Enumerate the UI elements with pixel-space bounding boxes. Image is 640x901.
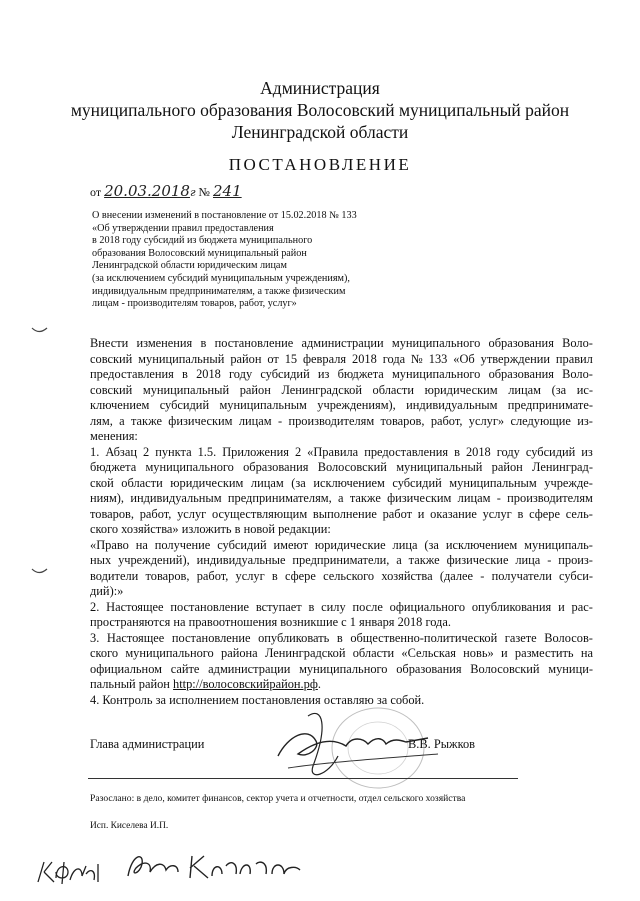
body-word: юридические xyxy=(314,537,386,552)
body-word: субсидий xyxy=(159,398,210,412)
body-word: 2018 xyxy=(196,367,221,381)
header-line-municipality: муниципального образования Волосовский муниципальный район xyxy=(70,100,570,120)
body-word: после xyxy=(352,599,383,614)
website-link[interactable]: http://волосовскийрайон.рф xyxy=(173,677,318,691)
body-word: бюджета xyxy=(90,460,137,474)
body-word: ниям), xyxy=(90,491,125,505)
body-word: 2 xyxy=(142,444,150,459)
body-word: области xyxy=(372,382,414,397)
body-word: следующие xyxy=(510,413,571,428)
body-word: лица xyxy=(392,537,418,552)
body-word: 2 xyxy=(294,444,302,459)
body-word: 1. xyxy=(90,444,100,459)
body-word: лицам xyxy=(238,413,272,428)
body-word: ключением xyxy=(90,398,150,412)
body-word: индивидуальные xyxy=(196,553,286,567)
separator-line xyxy=(88,778,518,779)
body-word: сфере xyxy=(285,568,316,583)
body-line xyxy=(90,507,593,523)
signature-position: Глава администрации xyxy=(90,737,205,751)
body-line-text: 4. Контроль за исполнением постановления оставляю за собой. xyxy=(90,692,425,707)
subject-block xyxy=(92,210,392,311)
body-word: в xyxy=(271,568,278,583)
body-word: производителям xyxy=(507,491,593,505)
body-word: оказание xyxy=(430,506,477,521)
body-line-text xyxy=(90,507,593,523)
body-word: администрации xyxy=(208,661,291,676)
body-word: район xyxy=(239,382,271,397)
body-word: исключением xyxy=(445,537,518,552)
body-word: имеют xyxy=(273,537,308,552)
body-word: водители xyxy=(90,568,139,583)
body-line xyxy=(90,429,593,445)
body-word: предоставления xyxy=(364,444,449,459)
body-word: Волосовский xyxy=(470,661,540,676)
body-word: работ, xyxy=(430,413,463,428)
body-word: постановление xyxy=(171,630,251,645)
body-word: хозяйства xyxy=(381,568,433,583)
body-line-text xyxy=(90,476,593,492)
body-word: рас- xyxy=(571,599,593,614)
body-line xyxy=(90,414,593,430)
body-word: муници- xyxy=(548,661,593,676)
body-line-text xyxy=(90,414,593,430)
margin-mark-icon xyxy=(30,566,50,578)
body-word: совский xyxy=(90,351,133,366)
body-word: осуществляющим xyxy=(212,506,308,521)
subject-line: О внесении изменений в постановление от 15.02.2018 № 133 xyxy=(92,210,357,221)
body-word: муниципального xyxy=(299,661,388,676)
body-line xyxy=(90,615,593,631)
body-word: «Сельская xyxy=(401,646,456,660)
body-word: (за xyxy=(424,537,439,552)
body-word: в xyxy=(308,599,315,614)
body-line xyxy=(90,677,593,693)
body-line-text: пространяются на правоотношения возникшие с 1 января 2018 года. xyxy=(90,615,451,629)
body-line-text xyxy=(90,538,593,554)
body-word: постановление xyxy=(170,599,250,614)
body-text xyxy=(90,336,593,708)
body-word: новь» xyxy=(463,646,494,660)
body-word: услуг xyxy=(235,568,265,583)
body-word: муниципального xyxy=(125,646,214,660)
body-word: года xyxy=(382,351,406,366)
body-word: администрации xyxy=(301,336,384,350)
body-word: - xyxy=(480,568,485,583)
body-word: лицам xyxy=(457,491,491,505)
body-word: (за xyxy=(551,382,567,397)
body-word: Настоящее xyxy=(106,599,164,614)
body-word: силу xyxy=(321,599,346,614)
body-word: лица xyxy=(515,553,541,567)
body-word: Приложения xyxy=(222,444,289,459)
body-word: сельского xyxy=(323,568,375,583)
body-word: 2018 xyxy=(352,351,377,366)
body-word: (за xyxy=(291,475,306,490)
body-word: индивидуальным xyxy=(130,491,222,505)
subject-line: образования Волосовский муниципальный район xyxy=(92,247,307,259)
body-line xyxy=(90,352,593,368)
body-line-text xyxy=(90,662,593,678)
body-line xyxy=(90,491,593,507)
body-word: разместить xyxy=(514,646,574,660)
body-line xyxy=(90,398,593,414)
body-word: получатели xyxy=(491,568,552,583)
body-word: области xyxy=(352,646,395,660)
body-line-text xyxy=(90,383,593,399)
body-word: Абзац xyxy=(105,444,137,459)
body-word: Воло- xyxy=(562,367,593,381)
body-word: области xyxy=(121,475,163,490)
body-line xyxy=(90,522,593,538)
body-word: учреждениям), xyxy=(317,398,396,412)
body-word: - xyxy=(277,413,283,428)
body-word: учрежде- xyxy=(544,475,593,490)
body-word: в xyxy=(336,630,343,645)
header-line-region: Ленинградской области xyxy=(231,122,409,142)
date-number-line xyxy=(90,182,242,200)
body-word: образования xyxy=(243,460,309,474)
handwritten-number: 241 xyxy=(213,182,242,200)
body-word: пункта xyxy=(155,444,192,459)
body-line-text xyxy=(90,336,593,352)
body-word: физическим xyxy=(387,491,452,505)
body-word: а xyxy=(119,413,125,428)
signature-name: В.В. Рыжков xyxy=(408,737,476,751)
body-word: - xyxy=(547,553,552,567)
body-word: субсидий xyxy=(392,475,442,490)
body-word: учреждений), xyxy=(118,553,190,567)
body-line-text: пальный район xyxy=(90,677,170,691)
body-word: (далее xyxy=(439,568,474,583)
body-word: муниципаль- xyxy=(524,537,593,552)
body-word: из- xyxy=(577,413,593,428)
official-stamp-and-signature xyxy=(268,696,448,796)
body-line-text xyxy=(90,553,593,569)
body-line xyxy=(90,538,593,554)
body-word: в xyxy=(517,506,524,521)
body-line xyxy=(90,569,593,585)
body-word: исключением xyxy=(313,475,385,490)
body-word: муниципального xyxy=(391,336,481,350)
body-word: выполнение xyxy=(312,506,377,521)
executor: Исп. Киселева И.П. xyxy=(90,821,169,831)
body-word: Волосов- xyxy=(544,630,593,645)
document-title: ПОСТАНОВЛЕНИЕ xyxy=(228,155,412,174)
body-word: от xyxy=(267,351,279,366)
number-sign: № xyxy=(198,185,210,199)
distribution-list: Разослано: в дело, комитет финансов, сектор учета и отчетности, отдел сельского хозяйства xyxy=(90,793,466,804)
body-word: предпринимате- xyxy=(507,398,593,412)
body-word: образования xyxy=(488,367,554,381)
body-word: а xyxy=(338,491,344,505)
body-line-text xyxy=(90,352,593,368)
website-suffix: . xyxy=(317,677,321,691)
body-word: субси- xyxy=(559,568,593,583)
body-word: - xyxy=(496,491,501,505)
body-word: товаров, xyxy=(90,506,134,521)
body-word: Ленинградской xyxy=(281,382,362,397)
body-word: работ, xyxy=(139,506,172,521)
body-word: из xyxy=(317,367,330,381)
body-word: ных xyxy=(90,553,112,567)
body-line xyxy=(90,367,593,383)
body-word: году xyxy=(496,444,520,459)
subject-line: лицам - производителям товаров, работ, услуг» xyxy=(92,298,297,310)
subject-line: «Об утверждении правил предоставления xyxy=(92,222,274,234)
body-word: 3. xyxy=(90,630,100,645)
body-word: и xyxy=(417,506,425,521)
body-word: муниципального xyxy=(391,367,481,381)
body-word: производителям xyxy=(288,413,375,428)
body-line-text xyxy=(90,445,593,461)
body-word: работ, xyxy=(196,568,229,583)
body-word: услуг xyxy=(482,506,512,521)
body-word: предоставления xyxy=(90,367,174,381)
body-word: товаров, xyxy=(145,568,190,583)
body-word: товаров, xyxy=(380,413,425,428)
body-word: муниципального xyxy=(145,460,234,474)
body-word: Ленинградской xyxy=(264,646,346,660)
body-word: муниципальный xyxy=(142,382,230,397)
body-word: также xyxy=(130,413,162,428)
body-word: юридическим xyxy=(424,382,498,397)
body-line xyxy=(90,584,593,600)
body-word: юридическим xyxy=(170,475,244,490)
body-word: № xyxy=(411,351,423,366)
body-word: произ- xyxy=(558,553,593,567)
body-word: район xyxy=(230,351,262,366)
body-word: официальном xyxy=(90,661,162,676)
body-word: сфере xyxy=(529,506,560,521)
body-word: газете xyxy=(504,630,537,645)
body-line-text xyxy=(90,569,593,585)
body-word: Ленинград- xyxy=(532,460,593,474)
body-word: сайте xyxy=(170,661,200,676)
body-line-text xyxy=(90,631,593,647)
body-word: опубликования xyxy=(471,599,552,614)
handwritten-note-bottom xyxy=(122,846,312,886)
body-word: и xyxy=(500,646,508,660)
body-word: бюджета xyxy=(337,367,384,381)
body-word: общественно-политической xyxy=(350,630,498,645)
body-word: физические xyxy=(446,553,509,567)
subject-line: Ленинградской области юридическим лицам xyxy=(92,260,287,272)
body-line-text xyxy=(90,491,593,507)
body-word: образования xyxy=(396,661,462,676)
body-word: утверждении xyxy=(480,351,550,366)
body-word: Внести xyxy=(90,336,129,350)
body-word: на xyxy=(135,537,148,552)
body-word: работ xyxy=(382,506,413,521)
body-word: ской xyxy=(90,475,114,490)
body-word: получение xyxy=(154,537,211,552)
body-word: предприниматели, xyxy=(292,553,390,567)
body-word: образования xyxy=(488,336,554,350)
body-word: постановление xyxy=(214,336,294,350)
body-line xyxy=(90,631,593,647)
body-line-text: менения: xyxy=(90,429,138,443)
body-word: индивидуальным xyxy=(406,398,498,412)
body-line xyxy=(90,646,593,662)
body-word: вступает xyxy=(255,599,302,614)
body-line-text xyxy=(90,600,593,616)
body-word: района xyxy=(221,646,258,660)
body-word: услуг» xyxy=(468,413,505,428)
body-word: муниципальным xyxy=(219,398,307,412)
body-word: в xyxy=(200,336,207,350)
body-word: муниципальный xyxy=(396,460,483,474)
body-line xyxy=(90,460,593,476)
body-word: предпринимателям, xyxy=(227,491,332,505)
body-word: также xyxy=(349,491,381,505)
margin-mark-icon xyxy=(30,325,50,337)
body-line-text: ского хозяйства» изложить в новой редакции: xyxy=(90,522,331,536)
body-line xyxy=(90,383,593,399)
body-word: лям, xyxy=(90,413,113,428)
body-word: и xyxy=(558,599,565,614)
body-word: муниципальный xyxy=(138,351,225,366)
body-word: 133 xyxy=(428,351,448,366)
body-word: Настоящее xyxy=(106,630,165,645)
body-word: 2018 xyxy=(465,444,491,459)
body-word: район xyxy=(491,460,523,474)
subject-line: индивидуальным предпринимателям, а также физическим xyxy=(92,285,346,297)
body-word: «Правила xyxy=(307,444,359,459)
body-word: 2. xyxy=(90,599,100,614)
body-word: ис- xyxy=(576,382,593,397)
body-word: 1.5. xyxy=(197,444,217,459)
body-line-text xyxy=(90,460,593,476)
body-word: правил xyxy=(555,351,593,366)
body-word: Волосовский xyxy=(317,460,387,474)
body-line xyxy=(90,600,593,616)
body-word: году xyxy=(229,367,253,381)
body-line xyxy=(90,445,593,461)
date-prefix: от xyxy=(90,185,102,199)
body-word: в xyxy=(454,444,460,459)
body-word: сель- xyxy=(565,506,593,521)
body-word: а xyxy=(396,553,402,567)
body-word: субсидий xyxy=(217,537,267,552)
body-word: изменения xyxy=(136,336,193,350)
body-word: муниципальным xyxy=(449,475,537,490)
body-word: лицам xyxy=(508,382,542,397)
body-word: субсидий xyxy=(525,444,576,459)
handwritten-date: 20.03.2018 xyxy=(104,182,190,200)
body-line-text xyxy=(90,367,593,383)
body-word: совский xyxy=(90,382,133,397)
handwritten-mark-bottom-left xyxy=(34,856,104,888)
body-word: февраля xyxy=(303,351,347,366)
body-word: услуг xyxy=(177,506,207,521)
body-word: опубликовать xyxy=(258,630,330,645)
body-word: Воло- xyxy=(562,336,593,350)
body-word: в xyxy=(182,367,188,381)
body-word: официального xyxy=(389,599,466,614)
body-line-text xyxy=(90,398,593,414)
body-word: субсидий xyxy=(260,367,310,381)
body-word: также xyxy=(408,553,440,567)
body-word: физическим xyxy=(168,413,233,428)
body-word: «Право xyxy=(90,537,129,552)
subject-line: в 2018 году субсидий из бюджета муниципального xyxy=(92,235,313,247)
body-word: лицам xyxy=(250,475,284,490)
body-word: ского xyxy=(90,646,119,660)
header-line-administration: Администрация xyxy=(260,78,380,98)
year-suffix: г xyxy=(189,186,196,199)
body-line-text: дий):» xyxy=(90,584,124,598)
body-word: на xyxy=(580,646,593,660)
body-line xyxy=(90,662,593,678)
body-line xyxy=(90,553,593,569)
body-word: 15 xyxy=(284,351,298,366)
body-word: «Об xyxy=(453,351,475,366)
subject-line: (за исключением субсидий муниципальным учреждениям), xyxy=(92,272,350,284)
body-line xyxy=(90,336,593,352)
body-line-text xyxy=(90,646,593,662)
body-line xyxy=(90,476,593,492)
body-word: из xyxy=(581,444,593,459)
